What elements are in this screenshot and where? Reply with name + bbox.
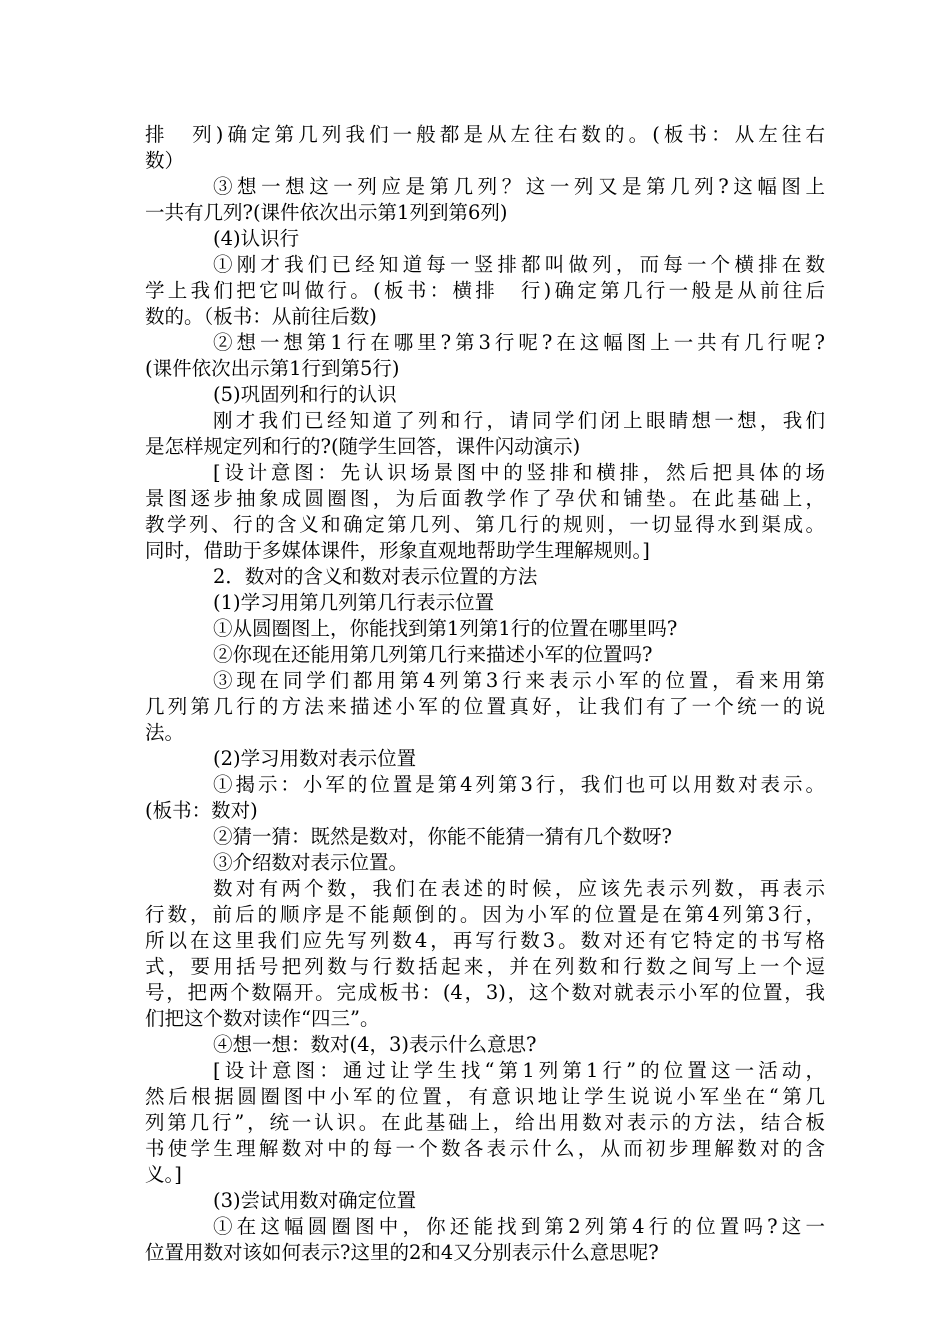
text-line: 位置用数对该如何表示?这里的2和4又分别表示什么意思呢? [145,1241,659,1264]
text-line: [设计意图：通过让学生找“第1列第1行”的位置这一活动， [213,1059,825,1082]
text-line: ②你现在还能用第几列第几行来描述小军的位置吗? [213,643,653,666]
text-line: ①从圆圈图上，你能找到第1列第1行的位置在哪里吗? [213,617,678,640]
text-line: 数） [145,149,185,172]
text-line: 排 列)确定第几列我们一般都是从左往右数的。(板书：从左往右 [145,123,825,146]
text-line: 们把这个数对读作“四三”。 [145,1007,380,1030]
text-line: 所以在这里我们应先写列数4，再写行数3。数对还有它特定的书写格 [145,929,825,952]
text-line: ②想一想第1行在哪里?第3行呢?在这幅图上一共有几行呢? [213,331,825,354]
text-line: ③现在同学们都用第4列第3行来表示小军的位置，看来用第 [213,669,825,692]
text-line: 数的。（板书：从前往后数) [145,305,377,328]
text-line: ②猜一猜：既然是数对，你能不能猜一猜有几个数呀? [213,825,672,848]
text-line: ①揭示：小军的位置是第4列第3行，我们也可以用数对表示。 [213,773,825,796]
text-line: 2．数对的含义和数对表示位置的方法 [213,565,538,588]
text-line: 刚才我们已经知道了列和行，请同学们闭上眼睛想一想，我们 [213,409,825,432]
text-line: 同时，借助于多媒体课件，形象直观地帮助学生理解规则。] [145,539,650,562]
text-line: (5)巩固列和行的认识 [213,383,397,406]
text-line: ④想一想：数对(4，3)表示什么意思? [213,1033,537,1056]
text-line: [设计意图：先认识场景图中的竖排和横排，然后把具体的场 [213,461,825,484]
text-line: (1)学习用第几列第几行表示位置 [213,591,495,614]
text-line: (3)尝试用数对确定位置 [213,1189,417,1212]
text-line: (课件依次出示第1行到第5行) [145,357,400,380]
text-line: 教学列、行的含义和确定第几列、第几行的规则，一切显得水到渠成。 [145,513,825,536]
text-line: 书使学生理解数对中的每一个数各表示什么，从而初步理解数对的含 [145,1137,825,1160]
text-line: (板书：数对) [145,799,258,822]
text-line: 号，把两个数隔开。完成板书：(4，3)，这个数对就表示小军的位置，我 [145,981,825,1004]
text-line: 然后根据圆圈图中小军的位置，有意识地让学生说说小军坐在“第几 [145,1085,825,1108]
text-line: ③介绍数对表示位置。 [213,851,409,874]
text-line: 一共有几列?(课件依次出示第1列到第6列) [145,201,508,224]
text-line: 义。] [145,1163,182,1186]
text-line: 数对有两个数，我们在表述的时候，应该先表示列数，再表示 [213,877,825,900]
text-line: 学上我们把它叫做行。(板书：横排 行)确定第几行一般是从前往后 [145,279,825,302]
text-line: (2)学习用数对表示位置 [213,747,417,770]
text-line: 式，要用括号把列数与行数括起来，并在列数和行数之间写上一个逗 [145,955,825,978]
text-line: 景图逐步抽象成圆圈图，为后面教学作了孕伏和铺垫。在此基础上， [145,487,825,510]
text-line: ③想一想这一列应是第几列？这一列又是第几列?这幅图上 [213,175,825,198]
text-line: 是怎样规定列和行的?(随学生回答，课件闪动演示) [145,435,581,458]
text-line: ①在这幅圆圈图中，你还能找到第2列第4行的位置吗?这一 [213,1215,825,1238]
text-line: 几列第几行的方法来描述小军的位置真好，让我们有了一个统一的说 [145,695,825,718]
document-body [145,122,825,1266]
text-line: 行数，前后的顺序是不能颠倒的。因为小军的位置是在第4列第3行， [145,903,825,926]
text-line: ①刚才我们已经知道每一竖排都叫做列，而每一个横排在数 [213,253,825,276]
text-line: 法。 [145,721,185,744]
text-line: (4)认识行 [213,227,300,250]
text-line: 列第几行”，统一认识。在此基础上，给出用数对表示的方法，结合板 [145,1111,825,1134]
